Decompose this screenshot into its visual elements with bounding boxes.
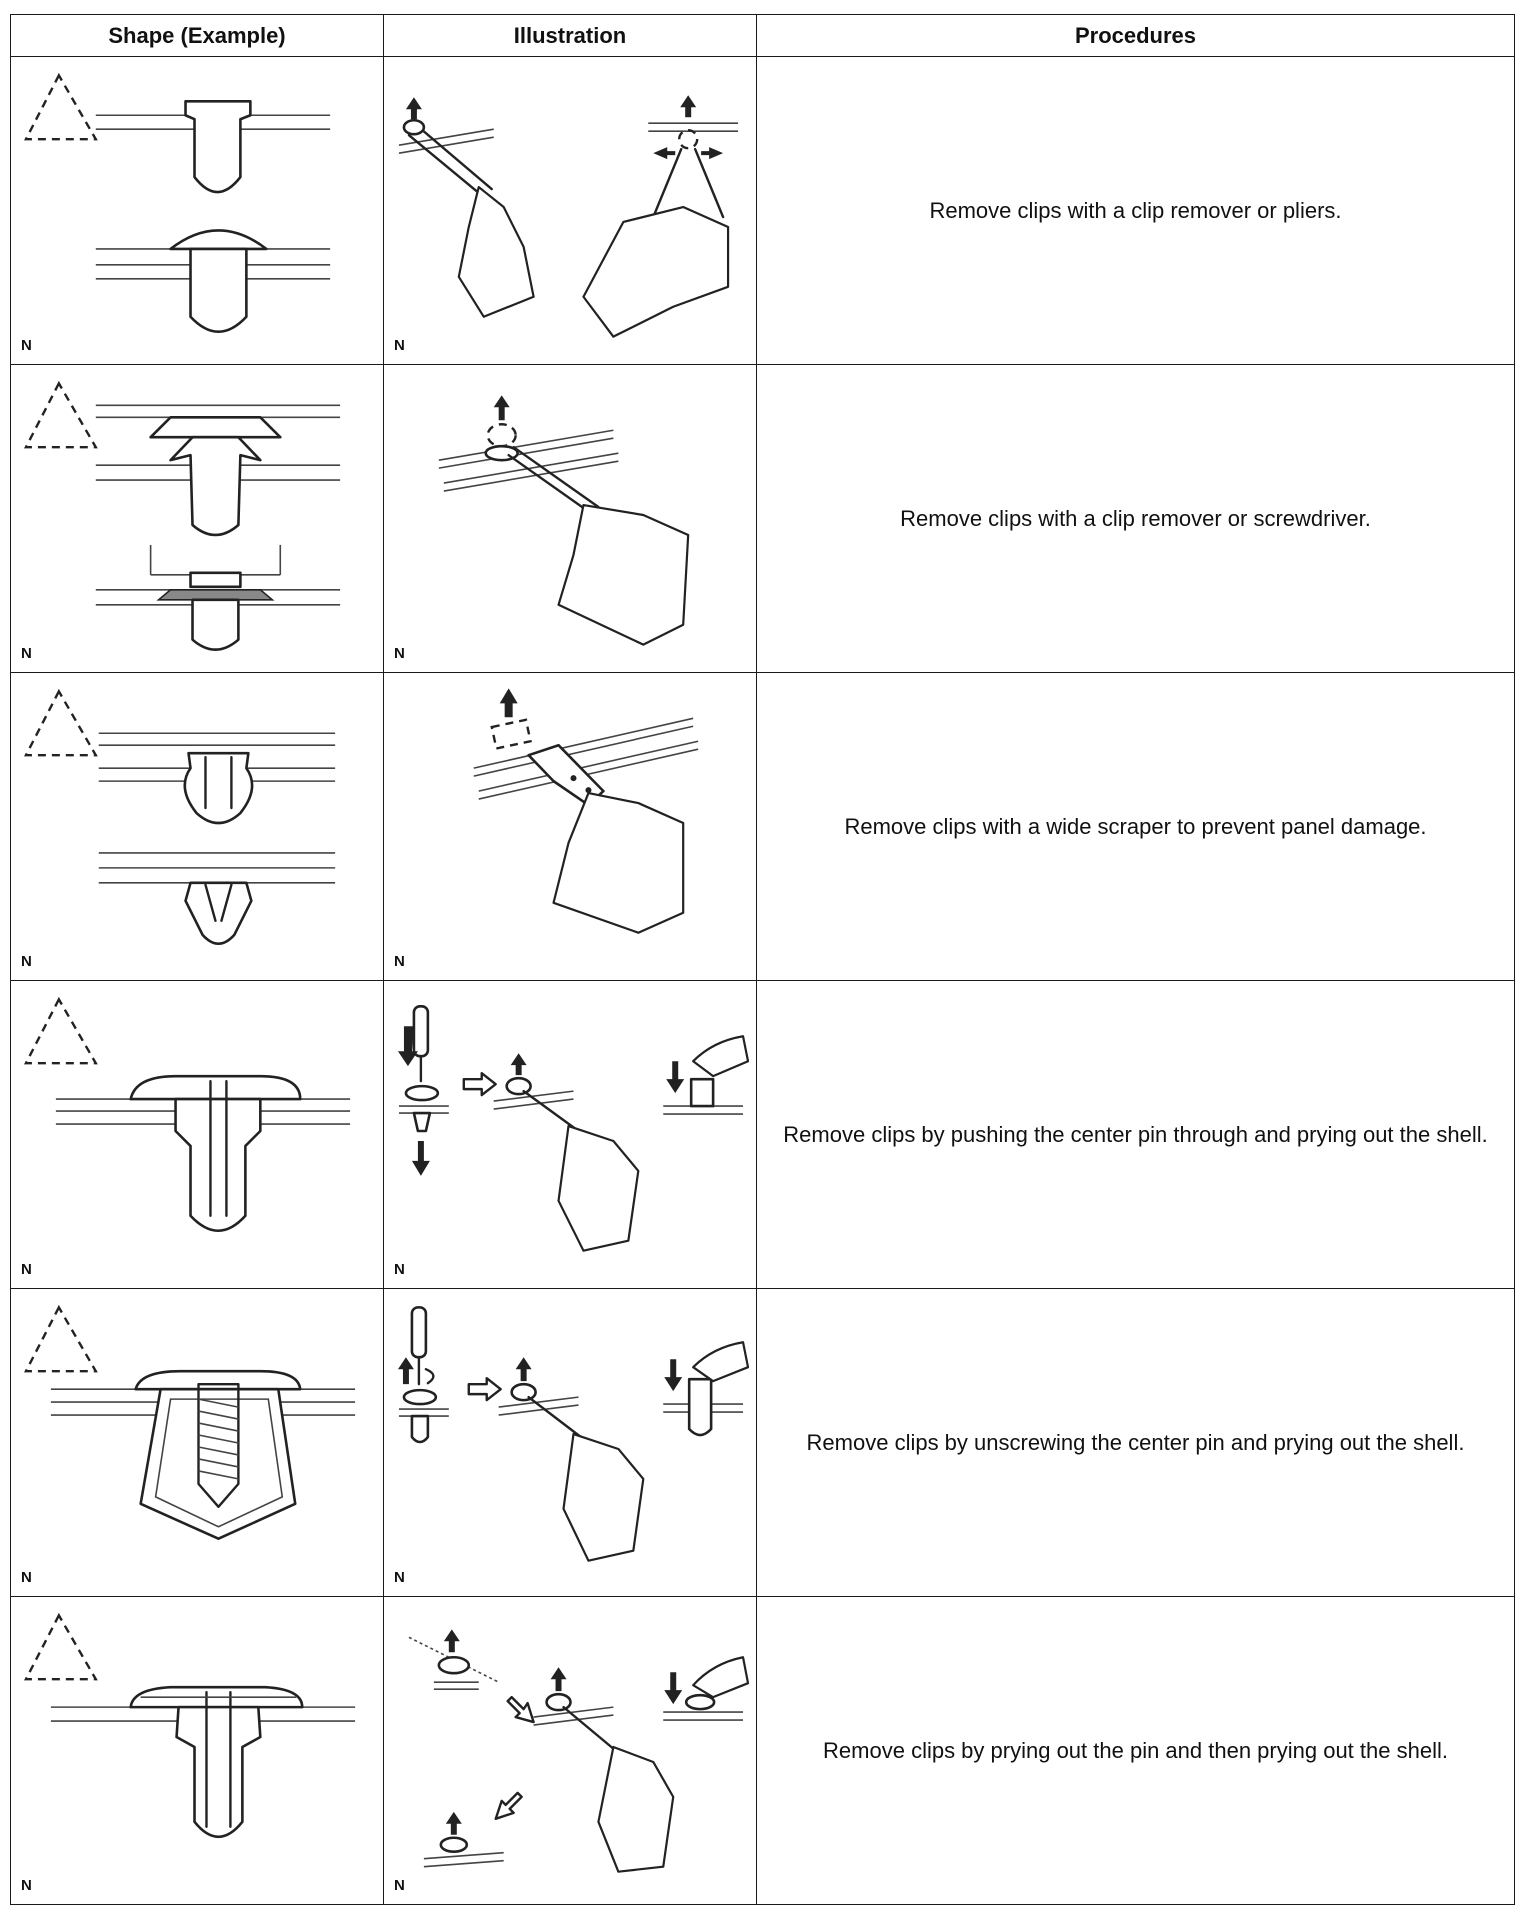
clip-removal-table bbox=[10, 14, 1515, 1905]
hand-icon bbox=[598, 1747, 673, 1872]
rotate-arrow-icon bbox=[426, 1369, 434, 1383]
arrow-left-icon bbox=[701, 147, 723, 159]
wide-scraper-illustration bbox=[384, 673, 756, 980]
shape-cell bbox=[11, 673, 384, 981]
arrow-right-outline-icon bbox=[464, 1073, 496, 1095]
table-row bbox=[11, 365, 1515, 673]
arrow-up-icon bbox=[551, 1667, 567, 1691]
procedure-text: Remove clips with a clip remover or pliers. bbox=[757, 57, 1515, 365]
procedure-text: Remove clips by prying out the pin and then prying out the shell. bbox=[757, 1597, 1515, 1905]
shape-cell bbox=[11, 981, 384, 1289]
clip-remover-screwdriver-illustration bbox=[384, 365, 756, 672]
arrow-up-icon bbox=[406, 97, 422, 119]
caution-triangle-icon bbox=[26, 383, 96, 447]
arrow-right-icon bbox=[653, 147, 675, 159]
arrow-diagonal-outline-icon bbox=[496, 1793, 522, 1819]
procedure-text: Remove clips with a clip remover or screwdriver. bbox=[757, 365, 1515, 673]
arrow-down-icon bbox=[412, 1141, 430, 1176]
figure-code-label: N bbox=[21, 1261, 32, 1278]
finger-icon bbox=[693, 1036, 748, 1076]
arrow-up-icon bbox=[494, 395, 510, 420]
procedure-text: Remove clips with a wide scraper to prevent panel damage. bbox=[757, 673, 1515, 981]
spring-clip-drawing bbox=[11, 673, 383, 980]
header-illustration: Illustration bbox=[384, 15, 757, 57]
finger-icon bbox=[693, 1342, 748, 1381]
arrow-up-icon bbox=[398, 1357, 414, 1384]
shape-cell bbox=[11, 1289, 384, 1597]
caution-triangle-icon bbox=[26, 999, 96, 1063]
arrow-up-icon bbox=[511, 1053, 527, 1075]
procedure-text: Remove clips by pushing the center pin through and prying out the shell. bbox=[757, 981, 1515, 1289]
illustration-cell bbox=[384, 981, 757, 1289]
illustration-cell bbox=[384, 1289, 757, 1597]
screw-pin-clip-drawing bbox=[11, 1289, 383, 1596]
illustration-cell bbox=[384, 365, 757, 673]
clip-remover-pliers-illustration bbox=[384, 57, 756, 364]
shape-cell bbox=[11, 1597, 384, 1905]
screw-pin-removal-illustration bbox=[384, 1289, 756, 1596]
table-row bbox=[11, 981, 1515, 1289]
figure-code-label: N bbox=[21, 953, 32, 970]
illustration-cell bbox=[384, 1597, 757, 1905]
illustration-cell bbox=[384, 57, 757, 365]
arrow-up-icon bbox=[446, 1812, 462, 1835]
header-shape: Shape (Example) bbox=[11, 15, 384, 57]
arrow-right-outline-icon bbox=[469, 1378, 501, 1400]
push-type-clip-drawing bbox=[11, 57, 383, 364]
arrow-down-icon bbox=[666, 1061, 684, 1093]
figure-code-label: N bbox=[394, 337, 405, 354]
arrow-down-icon bbox=[664, 1359, 682, 1391]
figure-code-label: N bbox=[21, 1877, 32, 1894]
arrow-up-icon bbox=[500, 688, 518, 717]
figure-code-label: N bbox=[394, 953, 405, 970]
push-pin-removal-illustration bbox=[384, 981, 756, 1288]
shape-cell bbox=[11, 57, 384, 365]
figure-code-label: N bbox=[21, 1569, 32, 1586]
arrow-up-icon bbox=[444, 1629, 460, 1652]
fir-tree-clip-drawing bbox=[11, 365, 383, 672]
pry-pin-removal-illustration bbox=[384, 1597, 756, 1904]
figure-code-label: N bbox=[394, 645, 405, 662]
finger-icon bbox=[693, 1657, 748, 1697]
header-row bbox=[11, 15, 1515, 57]
arrow-diagonal-outline-icon bbox=[508, 1697, 534, 1722]
hand-icon bbox=[559, 505, 689, 645]
figure-code-label: N bbox=[21, 337, 32, 354]
arrow-up-icon bbox=[680, 95, 696, 117]
caution-triangle-icon bbox=[26, 1307, 96, 1371]
table-row bbox=[11, 1289, 1515, 1597]
arrow-up-icon bbox=[516, 1357, 532, 1381]
table-row bbox=[11, 1597, 1515, 1905]
hand-icon bbox=[559, 1126, 639, 1251]
caution-triangle-icon bbox=[26, 691, 96, 755]
shape-cell bbox=[11, 365, 384, 673]
procedure-text: Remove clips by unscrewing the center pin and prying out the shell. bbox=[757, 1289, 1515, 1597]
clip-removal-sheet bbox=[10, 14, 1514, 1910]
caution-triangle-icon bbox=[26, 1615, 96, 1679]
push-pin-clip-drawing bbox=[11, 981, 383, 1288]
header-procedures: Procedures bbox=[757, 15, 1515, 57]
figure-code-label: N bbox=[21, 645, 32, 662]
hand-icon bbox=[554, 793, 684, 933]
arrow-down-icon bbox=[664, 1672, 682, 1704]
table-row bbox=[11, 673, 1515, 981]
table-row bbox=[11, 57, 1515, 365]
pry-pin-clip-drawing bbox=[11, 1597, 383, 1904]
figure-code-label: N bbox=[394, 1877, 405, 1894]
figure-code-label: N bbox=[394, 1261, 405, 1278]
illustration-cell bbox=[384, 673, 757, 981]
hand-icon bbox=[583, 207, 728, 337]
caution-triangle-icon bbox=[26, 75, 96, 139]
hand-icon bbox=[564, 1434, 644, 1561]
hand-icon bbox=[459, 187, 534, 317]
figure-code-label: N bbox=[394, 1569, 405, 1586]
